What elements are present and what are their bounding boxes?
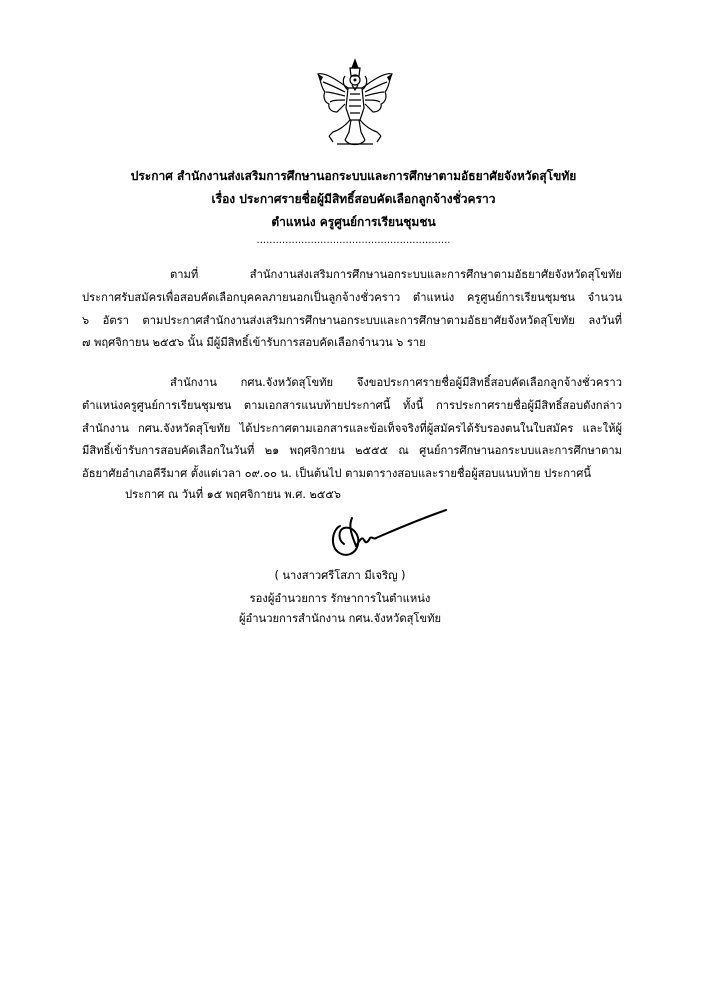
announcement-subject: เรื่อง ประกาศรายชื่อผู้มีสิทธิ์สอบคัดเลือกลูกจ้างชั่วคราว [211, 192, 496, 206]
announcement-title: ประกาศ สำนักงานส่งเสริมการศึกษานอกระบบและการศึกษาตามอัธยาศัยจังหวัดสุโขทัย [130, 169, 577, 183]
paragraph1-line: ๗ พฤศจิกายน ๒๕๕๖ นั้น มีผู้มีสิทธิ์เข้ารับการสอบคัดเลือกจำนวน ๖ ราย [82, 336, 426, 349]
signatory-office: ผู้อำนวยการสำนักงาน กศน.จังหวัดสุโขทัย [238, 612, 442, 625]
signatory-name: ( นางสาวศรีโสภา มีเจริญ ) [274, 569, 406, 582]
handwritten-signature-icon [326, 506, 454, 564]
paragraph2-line: สำนักงาน กศน.จังหวัดสุโขทัย จึงขอประกาศรายชื่อผู้มีสิทธิ์สอบคัดเลือกลูกจ้างชั่วคราว [170, 376, 622, 389]
paragraph1-line: ประกาศรับสมัครเพื่อสอบคัดเลือกบุคคลภายนอกเป็นลูกจ้างชั่วคราว ตำแหน่ง ครูศูนย์การเรียนชุมชน จำนวน [82, 291, 622, 304]
announcement-date: ประกาศ ณ วันที่ ๑๕ พฤศจิกายน พ.ศ. ๒๕๕๖ [125, 488, 341, 501]
signatory-position: รองผู้อำนวยการ รักษาการในตำแหน่ง [249, 592, 431, 605]
paragraph2-line: มีสิทธิ์เข้ารับการสอบคัดเลือกในวันที่ ๒๑ พฤศจิกายน ๒๕๕๕ ณ ศูนย์การศึกษานอกระบบและการศึกษาตาม [82, 444, 622, 457]
heading-divider: ............................................................. [256, 235, 451, 246]
paragraph1-line: ๖ อัตรา ตามประกาศสำนักงานส่งเสริมการศึกษานอกระบบและการศึกษาตามอัธยาศัยจังหวัดสุโขทัย ลงวันที่ [82, 314, 622, 327]
garuda-emblem-icon [315, 58, 395, 150]
announcement-position: ตำแหน่ง ครูศูนย์การเรียนชุมชน [271, 215, 436, 229]
paragraph1-line: ตามที่ สำนักงานส่งเสริมการศึกษานอกระบบและการศึกษาตามอัธยาศัยจังหวัดสุโขทัย [170, 268, 622, 281]
paragraph2-line: ตำแหน่งครูศูนย์การเรียนชุมชน ตามเอกสารแนบท้ายประกาศนี้ ทั้งนี้ การประกาศรายชื่อผู้มีสิทธิ์สอบดังกล่าว [82, 399, 622, 412]
paragraph2-line: อัธยาศัยอำเภอคีรีมาศ ตั้งแต่เวลา ๐๙.๐๐ น. เป็นต้นไป ตามตารางสอบและรายชื่อผู้สอบแนบท้าย ประกาศนี้ [82, 467, 592, 480]
paragraph2-line: สำนักงาน กศน.จังหวัดสุโขทัย ได้ประกาศตามเอกสารและข้อเท็จจริงที่ผู้สมัครได้รับรองตนในใบสมัคร และให้ผู้ [82, 422, 622, 435]
